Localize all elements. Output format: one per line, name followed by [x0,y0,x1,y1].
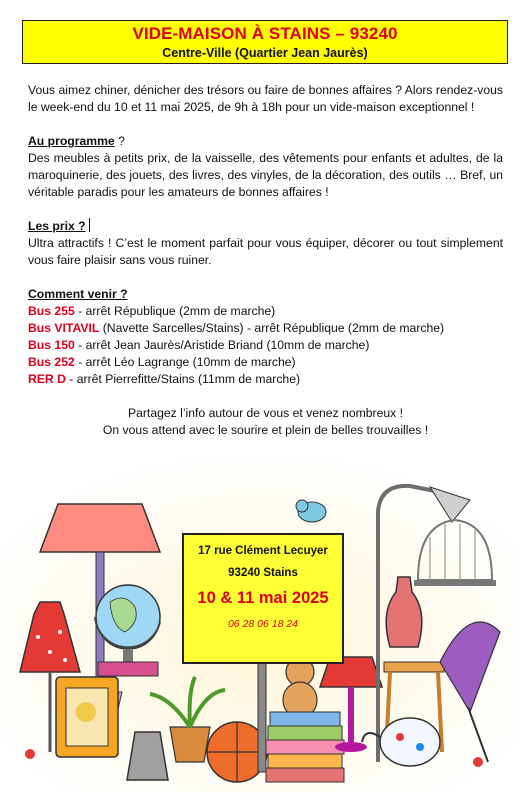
text-cursor [89,218,90,232]
transport-label: Bus 252 [28,355,75,369]
title-banner [22,20,508,64]
intro-paragraph: Vous aimez chiner, dénicher des trésors ou faire de bonnes affaires ? Alors rendez-vous le week-end du 10 et 11 mai 2025, de 9h à 18h pour un vide-maison exceptionnel ! [28,83,503,114]
transport-detail: - arrêt Pierrefitte/Stains (11mm de marche) [65,372,301,386]
transport-label: RER D [28,372,66,386]
prix-heading-line [28,218,503,235]
venir-heading-line [28,286,503,303]
closing-line-2: On vous attend avec le sourire et plein de belles trouvailles ! [102,423,429,437]
document-body [28,82,503,439]
programme-heading: Au programme [28,134,115,148]
teddy-bear-icon [283,658,317,718]
transport-detail: (Navette Sarcelles/Stains) - arrêt République (2mm de marche) [99,321,445,335]
transport-line [28,303,503,320]
transport-line [28,354,503,371]
transport-label: Bus 255 [28,304,75,318]
sign-dates: 10 & 11 mai 2025 [197,589,329,607]
sign-city: 93240 Stains [228,567,298,579]
prix-paragraph: Ultra attractifs ! C’est le moment parfait pour vous équiper, décorer ou tout simplement vous faire plaisir sans vous ruiner. [28,236,503,267]
prix-heading: Les prix ? [28,219,86,233]
closing-line-1: Partagez l’info autour de vous et venez nombreux ! [127,406,404,420]
programme-heading-suffix: ? [114,134,125,148]
transport-line [28,371,503,388]
transport-detail: - arrêt République (2mm de marche) [74,304,276,318]
transport-line [28,337,503,354]
transport-line [28,320,503,337]
venir-heading: Comment venir ? [28,287,128,301]
transport-label: Bus 150 [28,338,75,352]
globe-icon [95,585,160,676]
transport-label: Bus VITAVIL [28,321,100,335]
sign-post-icon [258,662,266,772]
transport-detail: - arrêt Léo Lagrange (10mm de marche) [74,355,296,369]
programme-paragraph: Des meubles à petits prix, de la vaisselle, des vêtements pour enfants et adultes, de la maroquinerie, des jouets, des livres, des vinyles, de la décoration, des outils … Bref, un véritable paradis pour les amateurs de bonnes affaires ! [28,151,503,199]
sign-phone: 06 28 06 18 24 [227,618,299,630]
transport-detail: - arrêt Jean Jaurès/Aristide Briand (10mm de marche) [74,338,370,352]
picture-frame-icon [56,677,118,757]
sign-address: 17 rue Clément Lecuyer [198,545,328,557]
books-icon [266,712,344,782]
programme-heading-line [28,133,503,150]
info-sign [182,533,344,664]
page-title: VIDE-MAISON À STAINS – 93240 [132,24,398,43]
coffee-pot-icon [127,732,168,780]
page-subtitle: Centre-Ville (Quartier Jean Jaurès) [162,46,368,60]
